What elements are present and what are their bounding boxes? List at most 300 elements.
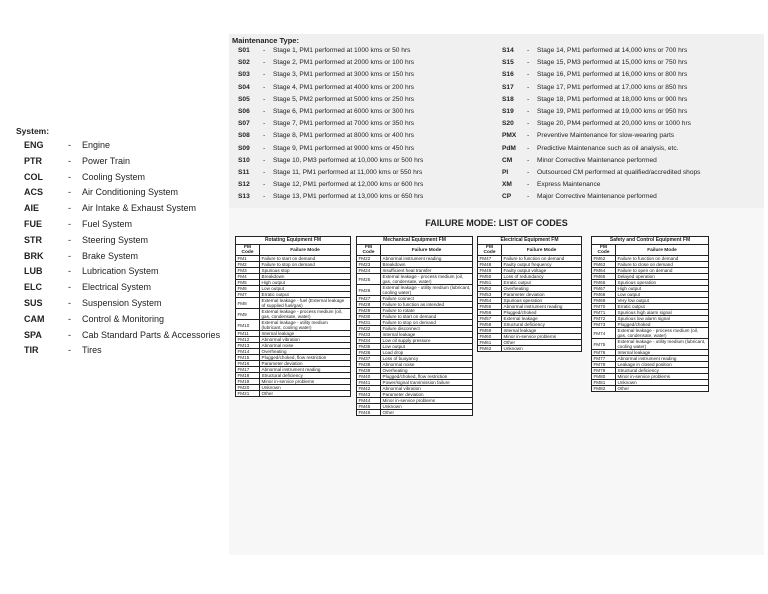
fm-code-cell: FM8 xyxy=(236,298,260,309)
maintenance-description: Stage 2, PM1 performed at 2000 kms or 100 hrs xyxy=(273,59,415,67)
fm-code-cell: FM6 xyxy=(236,286,260,292)
dash-separator: - xyxy=(68,140,71,150)
fm-code-cell: FM34 xyxy=(357,338,381,344)
system-row xyxy=(16,201,196,216)
maintenance-row xyxy=(493,168,700,178)
fm-code-cell: FM32 xyxy=(357,326,381,332)
fm-code-cell: FM3 xyxy=(236,268,260,274)
maintenance-code: S19 xyxy=(502,108,514,115)
fm-code-cell: FM39 xyxy=(357,368,381,374)
fm-code-cell: FM31 xyxy=(357,320,381,326)
fm-code-cell: FM67 xyxy=(592,286,616,292)
dash-separator: - xyxy=(527,108,530,115)
fm-code-cell: FM62 xyxy=(592,256,616,262)
fm-code-cell: FM55 xyxy=(478,304,502,310)
system-name: Control & Monitoring xyxy=(82,313,165,324)
fm-mode-cell: Low output xyxy=(260,286,351,292)
system-code: ENG xyxy=(24,140,44,150)
fm-mode-cell: Failure to rotate xyxy=(381,308,473,314)
dash-separator: - xyxy=(263,144,266,152)
fm-code-cell: FM77 xyxy=(592,356,616,362)
system-row xyxy=(16,343,102,358)
fm-mode-cell: Failure to function on demand xyxy=(502,256,582,262)
fm-mode-cell: High output xyxy=(260,280,351,286)
maintenance-description: Stage 18, PM1 performed at 18,000 kms or 900 hrs xyxy=(537,95,688,103)
maintenance-description: Express Maintenance xyxy=(537,181,601,189)
fm-code-cell: FM43 xyxy=(357,392,381,398)
fm-code-cell: FM12 xyxy=(236,337,260,343)
fm-code-cell: FM42 xyxy=(357,386,381,392)
fm-mode-cell: Breakdown xyxy=(260,274,351,280)
maintenance-code: PdM xyxy=(502,144,516,152)
fm-mode-cell: Erratic output xyxy=(616,304,709,310)
maintenance-description: Stage 12, PM1 performed at 12,000 kms or 600 hrs xyxy=(273,181,424,189)
maintenance-code: S14 xyxy=(502,47,514,54)
maintenance-row xyxy=(229,83,414,93)
fm-code-cell: FM27 xyxy=(357,296,381,302)
table-row xyxy=(236,320,351,331)
fm-mode-cell: Structural deficiency xyxy=(616,368,709,374)
fm-mode-cell: Faulty output frequency xyxy=(502,262,582,268)
dash-separator: - xyxy=(68,187,71,198)
fm-code-cell: FM72 xyxy=(592,316,616,322)
fm-code-cell: FM64 xyxy=(592,268,616,274)
table-title-row xyxy=(478,237,582,245)
fm-code-cell: FM22 xyxy=(357,256,381,262)
system-row xyxy=(16,185,178,200)
maintenance-description: Predictive Maintenance such as oil analysis, etc. xyxy=(537,144,679,152)
fm-mode-cell: Other xyxy=(381,410,473,416)
fm-mode-cell: Breakdown xyxy=(381,262,473,268)
fm-mode-cell: Low output xyxy=(616,292,709,298)
fm-mode-cell: High output xyxy=(616,286,709,292)
fm-code-cell: FM4 xyxy=(236,274,260,280)
column-header-mode: Failure Mode xyxy=(260,245,351,256)
table-header-row xyxy=(357,245,473,256)
maintenance-description: Stage 5, PM2 performed at 5000 kms or 250 hrs xyxy=(273,95,415,103)
column-header-code: FM Code xyxy=(592,245,616,256)
fm-mode-cell: Unknown xyxy=(381,404,473,410)
maintenance-row xyxy=(493,58,687,68)
fm-mode-cell: Failure to open on demand xyxy=(616,268,709,274)
fm-mode-cell: Other xyxy=(260,391,351,397)
failure-mode-table xyxy=(477,236,582,352)
fm-code-cell: FM9 xyxy=(236,309,260,320)
system-row xyxy=(16,217,132,232)
system-name: Steering System xyxy=(82,234,149,245)
fm-mode-cell: Internal leakage xyxy=(381,332,473,338)
failure-mode-table xyxy=(591,236,709,392)
maintenance-description: Stage 20, PM4 performed at 20,000 kms or 1000 hrs xyxy=(537,120,691,128)
dash-separator: - xyxy=(68,345,71,356)
fm-code-cell: FM76 xyxy=(592,350,616,356)
maintenance-code: XM xyxy=(502,181,512,189)
maintenance-row xyxy=(493,156,657,166)
dash-separator: - xyxy=(527,144,530,152)
maintenance-code: S01 xyxy=(238,47,250,54)
table-header-row xyxy=(478,245,582,256)
fm-code-cell: FM62 xyxy=(478,346,502,352)
system-code: SUS xyxy=(24,298,43,308)
column-header-code: FM Code xyxy=(357,245,381,256)
maintenance-row xyxy=(493,95,687,105)
failure-mode-table xyxy=(356,236,473,416)
fm-code-cell: FM11 xyxy=(236,331,260,337)
system-row xyxy=(16,328,220,343)
maintenance-code: S02 xyxy=(238,59,250,67)
fm-code-cell: FM48 xyxy=(478,262,502,268)
system-code: FUE xyxy=(24,219,42,229)
maintenance-row xyxy=(229,168,422,178)
system-name: Cab Standard Parts & Accessories xyxy=(82,329,221,340)
fm-mode-cell: Internal leakage xyxy=(502,328,582,334)
fm-mode-cell: External leakage - process medium (oil, gas, condensate, water) xyxy=(260,309,351,320)
fm-mode-cell: Abnormal noise xyxy=(381,362,473,368)
maintenance-description: Stage 14, PM1 performed at 14,000 kms or 700 hrs xyxy=(537,47,688,54)
fm-mode-cell: External leakage - utility medium (lubricant, cooling water) xyxy=(260,320,351,331)
maintenance-row xyxy=(493,119,691,129)
maintenance-code: S15 xyxy=(502,59,514,67)
system-code: CAM xyxy=(24,313,45,324)
system-name: Air Intake & Exhaust System xyxy=(82,203,197,214)
fm-code-cell: FM29 xyxy=(357,308,381,314)
maintenance-row xyxy=(229,70,414,80)
dash-separator: - xyxy=(68,219,71,229)
fm-code-cell: FM73 xyxy=(592,322,616,328)
maintenance-description: Preventive Maintenance for slow-wearing parts xyxy=(537,132,675,140)
fm-mode-cell: Spurious low alarm signal xyxy=(616,316,709,322)
dash-separator: - xyxy=(527,193,530,201)
fm-mode-cell: Leakage in closed position xyxy=(616,362,709,368)
fm-code-cell: FM65 xyxy=(592,274,616,280)
fm-mode-cell: Failure to start on demand xyxy=(381,314,473,320)
dash-separator: - xyxy=(263,120,266,128)
column-header-mode: Failure Mode xyxy=(616,245,709,256)
fm-mode-cell: Failure disconnect xyxy=(381,326,473,332)
fm-code-cell: FM78 xyxy=(592,362,616,368)
fm-mode-cell: Minor in-service problems xyxy=(616,374,709,380)
system-code: SPA xyxy=(24,329,42,340)
fm-mode-cell: Spurious operation xyxy=(502,298,582,304)
dash-separator: - xyxy=(527,47,530,54)
system-row xyxy=(16,233,148,248)
maintenance-code: CP xyxy=(502,193,512,201)
fm-mode-cell: Failure to function as intended xyxy=(381,302,473,308)
maintenance-description: Stage 17, PM1 performed at 17,000 kms or 850 hrs xyxy=(537,83,688,91)
fm-code-cell: FM37 xyxy=(357,356,381,362)
maintenance-row xyxy=(229,192,423,202)
fm-code-cell: FM21 xyxy=(236,391,260,397)
maintenance-code: S07 xyxy=(238,120,250,128)
fm-code-cell: FM15 xyxy=(236,355,260,361)
fm-code-cell: FM46 xyxy=(357,410,381,416)
system-row xyxy=(16,154,130,169)
system-code: COL xyxy=(24,171,43,182)
table-row xyxy=(592,339,709,350)
table-row xyxy=(357,285,473,296)
maintenance-row xyxy=(493,131,674,141)
fm-mode-cell: Failure to start on demand xyxy=(260,256,351,262)
maintenance-code: S17 xyxy=(502,83,514,91)
table-row xyxy=(357,274,473,285)
fm-mode-cell: Very low output xyxy=(616,298,709,304)
fm-code-cell: FM18 xyxy=(236,373,260,379)
maintenance-row xyxy=(229,180,423,190)
fm-code-cell: FM71 xyxy=(592,310,616,316)
table-row xyxy=(236,298,351,309)
dash-separator: - xyxy=(68,171,71,182)
fm-mode-cell: Minor in-service problems xyxy=(502,334,582,340)
fm-mode-cell: Internal leakage xyxy=(616,350,709,356)
fm-code-cell: FM40 xyxy=(357,374,381,380)
fm-mode-cell: Overheating xyxy=(260,349,351,355)
table-row xyxy=(357,410,473,416)
maintenance-row xyxy=(229,144,414,154)
table-header-row xyxy=(236,245,351,256)
system-name: Lubrication System xyxy=(82,266,159,277)
maintenance-row xyxy=(493,70,687,80)
dash-separator: - xyxy=(263,181,266,189)
fm-code-cell: FM51 xyxy=(478,280,502,286)
fm-code-cell: FM56 xyxy=(478,310,502,316)
system-row xyxy=(16,264,159,279)
dash-separator: - xyxy=(68,155,71,166)
failure-mode-table xyxy=(235,236,351,397)
dash-separator: - xyxy=(263,193,266,201)
fm-code-cell: FM74 xyxy=(592,328,616,339)
table-title: Rotating Equipment FM xyxy=(236,237,351,245)
maintenance-code: S08 xyxy=(238,132,250,140)
dash-separator: - xyxy=(527,83,530,91)
fm-code-cell: FM47 xyxy=(478,256,502,262)
dash-separator: - xyxy=(263,47,266,54)
fm-mode-cell: Low oil supply pressure xyxy=(381,338,473,344)
fm-mode-cell: Erratic output xyxy=(260,292,351,298)
dash-separator: - xyxy=(263,132,266,140)
fm-mode-cell: Failure connect xyxy=(381,296,473,302)
fm-code-cell: FM10 xyxy=(236,320,260,331)
maintenance-row xyxy=(493,192,657,202)
maintenance-code: S06 xyxy=(238,108,250,115)
system-code: STR xyxy=(24,234,42,245)
maintenance-row xyxy=(493,180,600,190)
fm-code-cell: FM79 xyxy=(592,368,616,374)
system-code: ELC xyxy=(24,282,42,293)
system-row xyxy=(16,249,138,264)
fm-mode-cell: Minor in-service problems xyxy=(260,379,351,385)
maintenance-description: Stage 3, PM1 performed at 3000 kms or 150 hrs xyxy=(273,71,415,79)
fm-mode-cell: Abnormal noise xyxy=(260,343,351,349)
system-row xyxy=(16,296,162,311)
dash-separator: - xyxy=(527,156,530,164)
system-code: PTR xyxy=(24,155,42,166)
system-name: Engine xyxy=(82,140,111,150)
system-row xyxy=(16,138,110,153)
maintenance-type-panel xyxy=(229,34,764,208)
fm-code-cell: FM53 xyxy=(478,292,502,298)
fm-code-cell: FM30 xyxy=(357,314,381,320)
maintenance-code: S16 xyxy=(502,71,514,79)
maintenance-description: Minor Corrective Maintenance performed xyxy=(537,156,657,164)
maintenance-code: S05 xyxy=(238,95,250,103)
fm-code-cell: FM61 xyxy=(478,340,502,346)
fm-code-cell: FM58 xyxy=(478,322,502,328)
maintenance-code: S12 xyxy=(238,181,250,189)
fm-mode-cell: Plugged/choked, flow restriction xyxy=(381,374,473,380)
maintenance-code: S04 xyxy=(238,83,250,91)
fm-mode-cell: Plugged/choked xyxy=(616,322,709,328)
system-row xyxy=(16,280,151,295)
fm-mode-cell: Abnormal vibration xyxy=(381,386,473,392)
fm-mode-cell: Plugged/choked xyxy=(502,310,582,316)
fm-code-cell: FM50 xyxy=(478,274,502,280)
fm-code-cell: FM52 xyxy=(478,286,502,292)
dash-separator: - xyxy=(68,313,71,324)
fm-mode-cell: Unknown xyxy=(260,385,351,391)
maintenance-row xyxy=(229,107,414,117)
fm-mode-cell: Unknown xyxy=(616,380,709,386)
dash-separator: - xyxy=(527,59,530,67)
fm-code-cell: FM81 xyxy=(592,380,616,386)
dash-separator: - xyxy=(68,203,71,214)
maintenance-row xyxy=(493,107,687,117)
fm-mode-cell: Delayed operation xyxy=(616,274,709,280)
system-row xyxy=(16,170,145,185)
fm-mode-cell: Erratic output xyxy=(502,280,582,286)
maintenance-code: PI xyxy=(502,169,509,176)
fm-code-cell: FM36 xyxy=(357,350,381,356)
fm-code-cell: FM59 xyxy=(478,328,502,334)
fm-mode-cell: Abnormal instrument reading xyxy=(381,256,473,262)
fm-code-cell: FM44 xyxy=(357,398,381,404)
fm-mode-cell: Load drop xyxy=(381,350,473,356)
maintenance-description: Stage 6, PM1 performed at 6000 kms or 300 hrs xyxy=(273,108,415,115)
fm-code-cell: FM20 xyxy=(236,385,260,391)
maintenance-row xyxy=(493,83,687,93)
system-code: BRK xyxy=(24,250,44,261)
maintenance-row xyxy=(493,46,687,56)
dash-separator: - xyxy=(527,169,530,176)
failure-mode-title: FAILURE MODE: LIST OF CODES xyxy=(425,218,568,228)
table-row xyxy=(236,391,351,397)
fm-mode-cell: Spurious operation xyxy=(616,280,709,286)
dash-separator: - xyxy=(527,95,530,103)
fm-mode-cell: External leakage xyxy=(502,316,582,322)
maintenance-row xyxy=(493,144,678,154)
dash-separator: - xyxy=(527,120,530,128)
dash-separator: - xyxy=(263,169,266,176)
fm-code-cell: FM24 xyxy=(357,268,381,274)
fm-code-cell: FM41 xyxy=(357,380,381,386)
system-code: TIR xyxy=(24,345,39,356)
table-row xyxy=(592,328,709,339)
fm-mode-cell: Parameter deviation xyxy=(381,392,473,398)
maintenance-code: S11 xyxy=(238,169,250,176)
dash-separator: - xyxy=(68,298,71,308)
fm-mode-cell: Power/signal transmission failure xyxy=(381,380,473,386)
fm-code-cell: FM80 xyxy=(592,374,616,380)
failure-mode-panel xyxy=(229,208,764,555)
system-name: Air Conditioning System xyxy=(82,187,179,198)
fm-mode-cell: Other xyxy=(502,340,582,346)
system-code: AIE xyxy=(24,203,40,214)
table-row xyxy=(478,346,582,352)
maintenance-code: S09 xyxy=(238,144,250,152)
dash-separator: - xyxy=(263,108,266,115)
fm-mode-cell: Failure to function on demand xyxy=(616,256,709,262)
table-row xyxy=(592,386,709,392)
dash-separator: - xyxy=(263,71,266,79)
system-name: Cooling System xyxy=(82,171,146,182)
fm-code-cell: FM70 xyxy=(592,304,616,310)
dash-separator: - xyxy=(68,329,71,340)
table-row xyxy=(236,309,351,320)
system-name: Tires xyxy=(82,345,102,356)
fm-code-cell: FM26 xyxy=(357,285,381,296)
maintenance-description: Stage 11, PM1 performed at 11,000 kms or 550 hrs xyxy=(273,169,423,176)
fm-mode-cell: Insufficient heat transfer xyxy=(381,268,473,274)
fm-mode-cell: Spurious high alarm signal xyxy=(616,310,709,316)
table-title: Electrical Equipment FM xyxy=(478,237,582,245)
maintenance-type-title: Maintenance Type: xyxy=(232,36,299,45)
fm-code-cell: FM57 xyxy=(478,316,502,322)
fm-code-cell: FM82 xyxy=(592,386,616,392)
maintenance-code: S03 xyxy=(238,71,250,79)
fm-code-cell: FM35 xyxy=(357,344,381,350)
maintenance-description: Stage 7, PM1 performed at 7000 kms or 350 hrs xyxy=(273,120,415,128)
fm-mode-cell: Internal leakage xyxy=(260,331,351,337)
fm-code-cell: FM66 xyxy=(592,280,616,286)
dash-separator: - xyxy=(527,132,530,140)
fm-mode-cell: Structural deficiency xyxy=(502,322,582,328)
maintenance-code: CM xyxy=(502,156,513,164)
fm-mode-cell: Failure to stop on demand xyxy=(381,320,473,326)
maintenance-description: Stage 10, PM3 performed at 10,000 kms or 500 hrs xyxy=(273,156,424,164)
maintenance-row xyxy=(229,119,414,129)
system-name: Fuel System xyxy=(82,219,133,229)
fm-code-cell: FM60 xyxy=(478,334,502,340)
dash-separator: - xyxy=(263,156,266,164)
table-title-row xyxy=(592,237,709,245)
fm-mode-cell: Overheating xyxy=(502,286,582,292)
maintenance-row xyxy=(229,95,414,105)
maintenance-description: Stage 16, PM1 performed at 16,000 kms or 800 hrs xyxy=(537,71,688,79)
maintenance-row xyxy=(229,58,414,68)
dash-separator: - xyxy=(527,181,530,189)
column-header-mode: Failure Mode xyxy=(502,245,582,256)
fm-mode-cell: Unknown xyxy=(502,346,582,352)
fm-mode-cell: Overheating xyxy=(381,368,473,374)
fm-code-cell: FM2 xyxy=(236,262,260,268)
dash-separator: - xyxy=(263,83,266,91)
fm-mode-cell: External leakage - utility medium (lubricant, cooling water) xyxy=(381,285,473,296)
dash-separator: - xyxy=(68,266,71,277)
fm-code-cell: FM63 xyxy=(592,262,616,268)
fm-mode-cell: Abnormal instrument reading xyxy=(502,304,582,310)
fm-code-cell: FM75 xyxy=(592,339,616,350)
maintenance-description: Stage 9, PM1 performed at 9000 kms or 450 hrs xyxy=(273,144,415,152)
fm-code-cell: FM16 xyxy=(236,361,260,367)
fm-mode-cell: Low output xyxy=(381,344,473,350)
column-header-code: FM Code xyxy=(236,245,260,256)
maintenance-description: Outsourced CM performed at qualified/accredited shops xyxy=(537,169,701,176)
system-code: ACS xyxy=(24,187,44,198)
system-name: Brake System xyxy=(82,250,139,261)
maintenance-description: Stage 19, PM1 performed at 19,000 kms or 950 hrs xyxy=(537,108,688,115)
maintenance-row xyxy=(229,131,414,141)
fm-code-cell: FM14 xyxy=(236,349,260,355)
dash-separator: - xyxy=(263,59,266,67)
